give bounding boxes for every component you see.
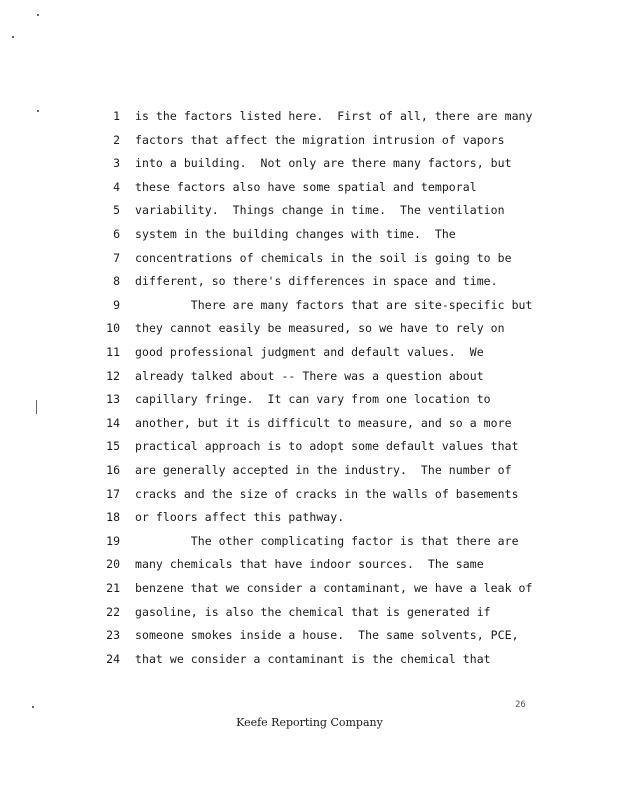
line-number: 6 bbox=[113, 227, 120, 241]
line-number: 17 bbox=[106, 486, 120, 501]
scan-speck bbox=[12, 36, 14, 38]
line-number: 14 bbox=[106, 415, 120, 430]
transcript-line bbox=[0, 460, 619, 480]
line-text: factors that affect the migration intrusion of vapors bbox=[135, 132, 505, 147]
transcript-line bbox=[0, 649, 619, 669]
transcript-line bbox=[0, 366, 619, 386]
line-text: are generally accepted in the industry. The number of bbox=[135, 463, 512, 477]
line-text: already talked about -- There was a question about bbox=[135, 368, 484, 383]
line-number: 11 bbox=[106, 345, 120, 359]
line-text: or floors affect this pathway. bbox=[135, 510, 345, 525]
line-number: 8 bbox=[113, 274, 120, 289]
line-number: 3 bbox=[113, 156, 120, 171]
scan-speck bbox=[32, 706, 34, 708]
line-number: 7 bbox=[113, 250, 120, 265]
line-text: another, but it is difficult to measure, and so a more bbox=[135, 415, 512, 430]
transcript-line bbox=[0, 318, 619, 338]
transcript-line bbox=[0, 413, 619, 433]
line-text: There are many factors that are site-specific but bbox=[135, 297, 533, 312]
transcript-line bbox=[0, 248, 619, 268]
line-number: 19 bbox=[106, 533, 120, 548]
line-text: that we consider a contaminant is the chemical that bbox=[135, 651, 491, 666]
line-number: 12 bbox=[106, 368, 120, 383]
line-text: good professional judgment and default values. We bbox=[135, 345, 484, 359]
line-number: 4 bbox=[113, 179, 120, 194]
transcript-line bbox=[0, 153, 619, 173]
line-number: 22 bbox=[106, 604, 120, 619]
line-number: 10 bbox=[106, 321, 120, 336]
line-number: 9 bbox=[113, 297, 120, 312]
line-text: someone smokes inside a house. The same solvents, PCE, bbox=[135, 628, 519, 643]
line-text: is the factors listed here. First of all, there are many bbox=[135, 109, 533, 123]
transcript-line bbox=[0, 507, 619, 527]
transcript-line bbox=[0, 389, 619, 409]
transcript-line bbox=[0, 578, 619, 598]
line-number: 13 bbox=[106, 392, 120, 407]
line-number: 21 bbox=[106, 581, 120, 595]
transcript-line bbox=[0, 531, 619, 551]
transcript-line bbox=[0, 342, 619, 362]
line-number: 2 bbox=[113, 132, 120, 147]
line-text: many chemicals that have indoor sources. The same bbox=[135, 557, 484, 572]
transcript-line bbox=[0, 436, 619, 456]
line-text: they cannot easily be measured, so we have to rely on bbox=[135, 321, 505, 336]
line-number: 1 bbox=[113, 109, 120, 123]
line-text: system in the building changes with time. The bbox=[135, 227, 456, 241]
line-text: different, so there's differences in space and time. bbox=[135, 274, 498, 289]
transcript-line bbox=[0, 484, 619, 504]
line-text: cracks and the size of cracks in the walls of basements bbox=[135, 486, 519, 501]
scan-speck bbox=[37, 14, 39, 16]
line-text: into a building. Not only are there many factors, but bbox=[135, 156, 512, 171]
transcript-line bbox=[0, 625, 619, 645]
line-text: benzene that we consider a contaminant, we have a leak of bbox=[135, 581, 533, 595]
transcript-line bbox=[0, 200, 619, 220]
line-text: variability. Things change in time. The ventilation bbox=[135, 203, 505, 218]
transcript-line bbox=[0, 130, 619, 150]
reporting-company-footer: Keefe Reporting Company bbox=[236, 716, 383, 729]
line-number: 23 bbox=[106, 628, 120, 643]
transcript-line bbox=[0, 177, 619, 197]
line-number: 15 bbox=[106, 439, 120, 454]
line-number: 16 bbox=[106, 463, 120, 477]
line-number: 18 bbox=[106, 510, 120, 525]
line-text: capillary fringe. It can vary from one location to bbox=[135, 392, 491, 407]
transcript-line bbox=[0, 554, 619, 574]
line-number: 20 bbox=[106, 557, 120, 572]
transcript-line bbox=[0, 271, 619, 291]
transcript-line bbox=[0, 602, 619, 622]
transcript-line bbox=[0, 106, 619, 126]
line-text: concentrations of chemicals in the soil is going to be bbox=[135, 250, 512, 265]
transcript-line bbox=[0, 295, 619, 315]
line-text: practical approach is to adopt some default values that bbox=[135, 439, 519, 454]
transcript-line bbox=[0, 224, 619, 244]
line-text: these factors also have some spatial and temporal bbox=[135, 179, 477, 194]
line-number: 24 bbox=[106, 651, 120, 666]
page-number: 26 bbox=[515, 700, 526, 710]
line-number: 5 bbox=[113, 203, 120, 218]
line-text: gasoline, is also the chemical that is generated if bbox=[135, 604, 491, 619]
line-text: The other complicating factor is that there are bbox=[135, 533, 519, 548]
